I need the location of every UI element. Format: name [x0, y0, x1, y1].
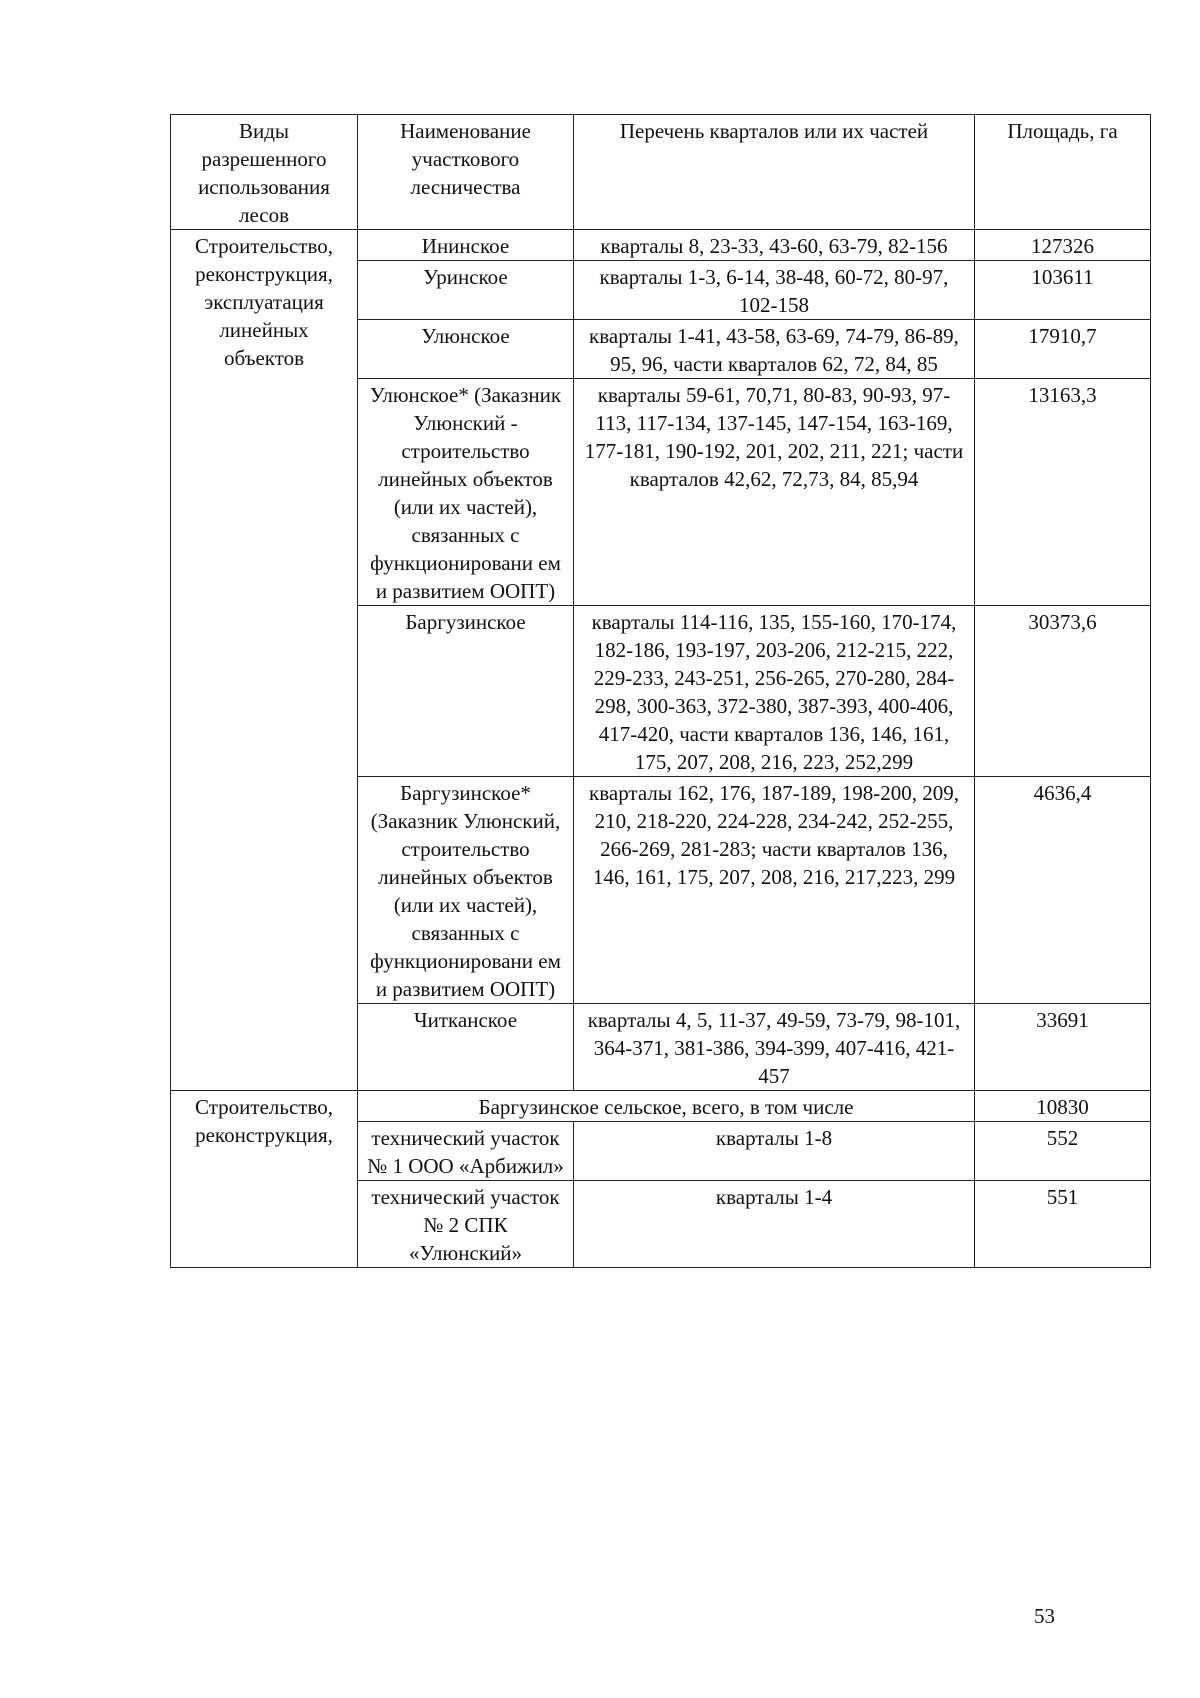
- district-name-cell: Баргузинское: [358, 606, 574, 777]
- table-header-row: [171, 115, 1151, 230]
- area-cell: 552: [975, 1122, 1151, 1181]
- table-row: [171, 230, 1151, 261]
- area-cell: 127326: [975, 230, 1151, 261]
- quarters-cell: кварталы 1-41, 43-58, 63-69, 74-79, 86-89, 95, 96, части кварталов 62, 72, 84, 85: [574, 320, 975, 379]
- district-name-cell: технический участок № 1 ООО «Арбижил»: [358, 1122, 574, 1181]
- page-number: 53: [1034, 1604, 1055, 1628]
- district-name-cell: Баргузинское* (Заказник Улюнский, строительство линейных объектов (или их частей), связанных с функционировани ем и развитием ООПТ): [358, 777, 574, 1004]
- header-quarters-list: Перечень кварталов или их частей: [574, 115, 975, 230]
- quarters-cell: кварталы 4, 5, 11-37, 49-59, 73-79, 98-101, 364-371, 381-386, 394-399, 407-416, 421-457: [574, 1004, 975, 1091]
- quarters-cell: кварталы 114-116, 135, 155-160, 170-174, 182-186, 193-197, 203-206, 212-215, 222, 229-233, 243-251, 256-265, 270-280, 284-298, 300-363, 372-380, 387-393, 400-406, 417-420, части кварталов 136, 146, 161, 175, 207, 208, 216, 223, 252,299: [574, 606, 975, 777]
- area-cell: 13163,3: [975, 379, 1151, 606]
- district-name-cell: технический участок № 2 СПК «Улюнский»: [358, 1181, 574, 1268]
- quarters-cell: кварталы 59-61, 70,71, 80-83, 90-93, 97-113, 117-134, 137-145, 147-154, 163-169, 177-181, 190-192, 201, 202, 211, 221; части кварталов 42,62, 72,73, 84, 85,94: [574, 379, 975, 606]
- subtotal-area: 10830: [975, 1091, 1151, 1122]
- subtotal-row: [171, 1091, 1151, 1122]
- area-cell: 103611: [975, 261, 1151, 320]
- area-cell: 4636,4: [975, 777, 1151, 1004]
- quarters-cell: кварталы 1-4: [574, 1181, 975, 1268]
- header-area: Площадь, га: [975, 115, 1151, 230]
- use-type-cell: Строительство, реконструкция, эксплуатация линейных объектов: [171, 230, 358, 1091]
- area-cell: 33691: [975, 1004, 1151, 1091]
- district-name-cell: Улюнское: [358, 320, 574, 379]
- quarters-cell: кварталы 8, 23-33, 43-60, 63-79, 82-156: [574, 230, 975, 261]
- district-name-cell: Ининское: [358, 230, 574, 261]
- quarters-cell: кварталы 1-8: [574, 1122, 975, 1181]
- use-type-cell: Строительство, реконструкция,: [171, 1091, 358, 1268]
- quarters-cell: кварталы 162, 176, 187-189, 198-200, 209, 210, 218-220, 224-228, 234-242, 252-255, 266-269, 281-283; части кварталов 136, 146, 161, 175, 207, 208, 216, 217,223, 299: [574, 777, 975, 1004]
- quarters-cell: кварталы 1-3, 6-14, 38-48, 60-72, 80-97, 102-158: [574, 261, 975, 320]
- subtotal-label: Баргузинское сельское, всего, в том числе: [358, 1091, 975, 1122]
- header-district-name: Наименование участкового лесничества: [358, 115, 574, 230]
- header-use-type: Виды разрешенного использования лесов: [171, 115, 358, 230]
- district-name-cell: Уринское: [358, 261, 574, 320]
- forest-use-table: [170, 114, 1151, 1268]
- area-cell: 30373,6: [975, 606, 1151, 777]
- area-cell: 551: [975, 1181, 1151, 1268]
- district-name-cell: Улюнское* (Заказник Улюнский - строительство линейных объектов (или их частей), связанных с функционировани ем и развитием ООПТ): [358, 379, 574, 606]
- district-name-cell: Читканское: [358, 1004, 574, 1091]
- area-cell: 17910,7: [975, 320, 1151, 379]
